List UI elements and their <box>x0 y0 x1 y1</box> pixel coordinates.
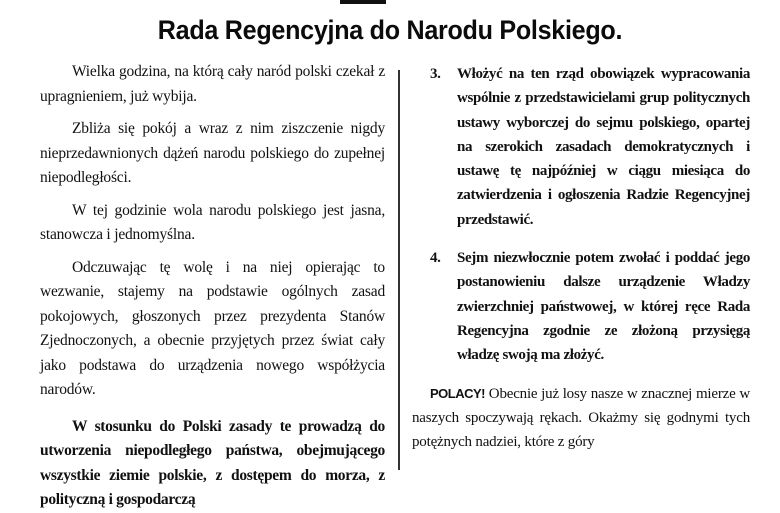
list-item-4 <box>430 246 750 367</box>
item-3-number: 3. <box>430 66 441 82</box>
right-column <box>412 62 750 454</box>
list-item-3 <box>430 62 750 232</box>
paragraph-1: Wielka godzina, na którą cały naród polski czekał z upragnieniem, już wybija. <box>40 63 385 105</box>
item-4-number: 4. <box>430 250 441 267</box>
closing-lead: POLACY! <box>430 385 485 401</box>
paragraph-5: W stosunku do Polski zasady te prowadzą do utworzenia niepodległego państwa, obejmującego wszystkie ziemie polskie, z dostępem do morza, z polityczną i gospodarczą <box>40 417 385 508</box>
paragraph-3: W tej godzinie wola narodu polskiego jest jasna, stanowcza i jednomyślna. <box>40 201 385 243</box>
paragraph-4: Odczuwając tę wolę i na niej opierając to wezwanie, stajemy na podstawie ogólnych zasad pokojowych, głoszonych przez prezydenta Stanów Zjednoczonych, a obecnie przyjętych przez świat cały jako podstawa do urządzenia nowego współżycia narodów. <box>40 258 385 398</box>
item-3-text: Włożyć na ten rząd obowiązek wypracowania wspólnie z przedstawicielami grup politycznych ustawy wyborczej do sejmu polskiego, opartej na szerokich zasadach demokratycznych i ustawę tę najpóźniej w ciągu miesiąca do zatwierdzenia i ogłoszenia Radzie Regencyjnej przedstawić. <box>457 66 750 228</box>
closing-paragraph <box>412 382 750 455</box>
paragraph-2: Zbliża się pokój a wraz z nim ziszczenie nigdy nieprzedawnionych dążeń narodu polskiego do zupełnej niepodległości. <box>40 120 385 186</box>
closing-text: Obecnie już losy nasze w znacznej mierze w naszych spoczywają rękach. Okażmy się godnymi tych potężnych nadziei, które z góry <box>412 385 750 451</box>
item-4-text: Sejm niezwłocznie potem zwołać i poddać jego postanowieniu dalsze urządzenie Władzy zwierzchniej państwowej, w której ręce Rada Regencyjna zgodnie ze złożoną przysięgą władzę swoją ma złożyć. <box>457 250 750 364</box>
top-rule <box>340 0 386 4</box>
column-divider <box>398 70 400 470</box>
document-title: Rada Regencyjna do Narodu Polskiego. <box>157 15 623 45</box>
left-column <box>40 60 385 513</box>
